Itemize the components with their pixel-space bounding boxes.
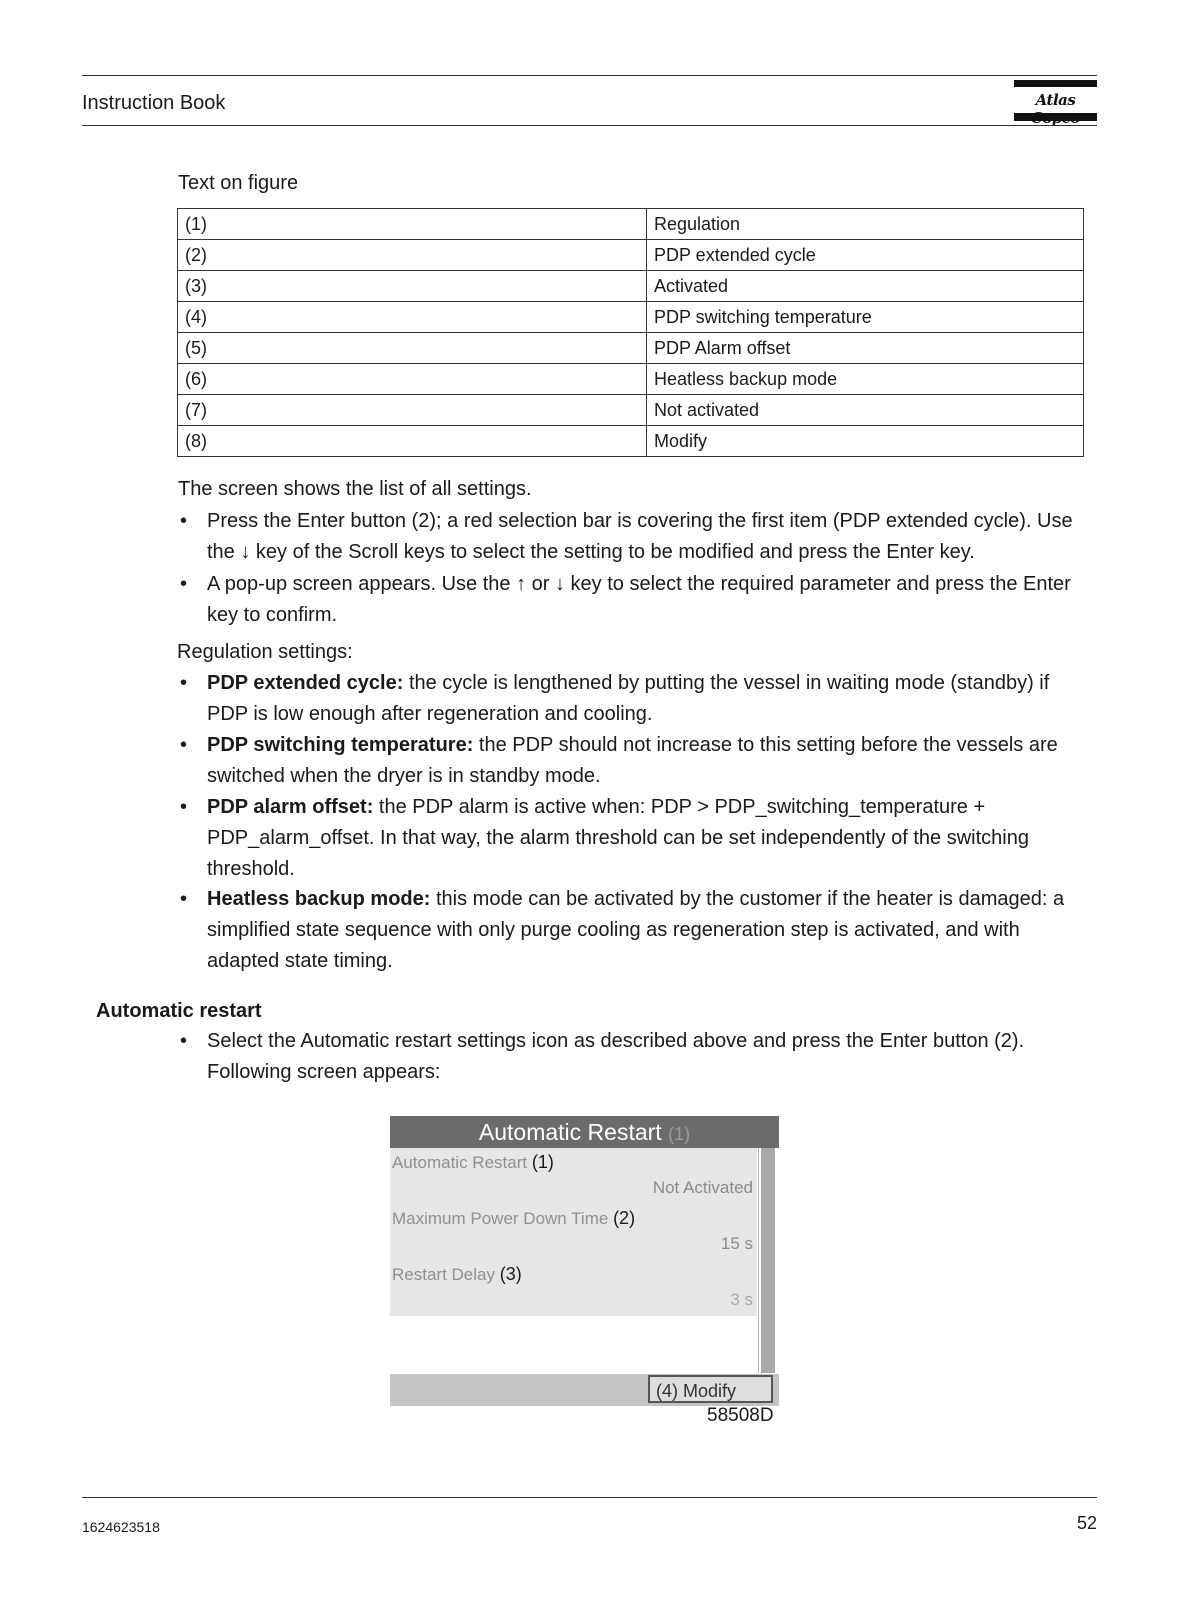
setting-label: Maximum Power Down Time	[392, 1209, 609, 1228]
legend-number: (4)	[178, 302, 647, 333]
modify-label: Modify	[683, 1381, 737, 1401]
bullet: •	[180, 510, 188, 532]
legend-number: (5)	[178, 333, 647, 364]
figure-code: 58508D	[707, 1405, 774, 1426]
setting-label: Restart Delay	[392, 1265, 495, 1284]
legend-number: (2)	[178, 240, 647, 271]
regulation-heading: Regulation settings:	[177, 641, 353, 663]
scrollbar[interactable]	[758, 1148, 776, 1373]
atlas-copco-logo	[1014, 80, 1097, 124]
regulation-term: PDP extended cycle:	[207, 672, 404, 694]
footer-rule	[82, 1497, 1097, 1498]
bullet: •	[180, 573, 188, 595]
legend-number: (1)	[178, 209, 647, 240]
legend-text: Activated	[647, 271, 1084, 302]
list-item[interactable]	[390, 1204, 757, 1260]
screen-title-bar	[390, 1116, 779, 1148]
table-row	[178, 333, 1084, 364]
screen-footer-bar	[390, 1374, 779, 1406]
legend-number: (6)	[178, 364, 647, 395]
legend-number: (3)	[178, 271, 647, 302]
automatic-restart-screen-figure	[390, 1116, 779, 1406]
setting-callout: (2)	[613, 1208, 636, 1228]
table-row	[178, 395, 1084, 426]
section-heading-automatic-restart: Automatic restart	[96, 1000, 262, 1022]
legend-number: (7)	[178, 395, 647, 426]
regulation-term: Heatless backup mode:	[207, 888, 431, 910]
regulation-term: PDP alarm offset:	[207, 796, 374, 818]
modify-button[interactable]	[648, 1375, 773, 1403]
setting-value: Not Activated	[652, 1178, 753, 1197]
list-item[interactable]	[390, 1260, 757, 1316]
document-number: 1624623518	[82, 1519, 160, 1535]
table-row	[178, 271, 1084, 302]
step-text: Select the Automatic restart settings icon as described above and press the Enter button (2). Following screen appears:	[207, 1030, 1025, 1083]
header-top-rule	[82, 75, 1097, 76]
legend-text: PDP switching temperature	[647, 302, 1084, 333]
setting-value: 3 s	[730, 1290, 753, 1309]
regulation-desc: the PDP alarm is active when: PDP > PDP_switching_temperature + PDP_alarm_offset. In that way, the alarm threshold can be set independently of the switching threshold.	[207, 796, 1029, 880]
intro-paragraph: The screen shows the list of all settings.	[178, 478, 532, 500]
bullet: •	[180, 796, 188, 818]
legend-text: PDP extended cycle	[647, 240, 1084, 271]
legend-text: Not activated	[647, 395, 1084, 426]
bullet: •	[180, 1030, 188, 1052]
table-row	[178, 302, 1084, 333]
step-text: Press the Enter button (2); a red selection bar is covering the first item (PDP extended cycle). Use the ↓ key of the Scroll keys to select the setting to be modified and press the Enter key.	[207, 510, 1073, 563]
legend-text: PDP Alarm offset	[647, 333, 1084, 364]
regulation-desc: this mode can be activated by the customer if the heater is damaged: a simplified state sequence with only purge cooling as regeneration step is activated, and with adapted state timing.	[207, 888, 1065, 972]
bullet: •	[180, 888, 188, 910]
legend-text: Modify	[647, 426, 1084, 457]
modify-callout: (4)	[656, 1381, 678, 1401]
table-row	[178, 426, 1084, 457]
setting-label: Automatic Restart	[392, 1153, 528, 1172]
list-item[interactable]	[390, 1148, 757, 1204]
header-bottom-rule	[82, 125, 1097, 126]
regulation-item	[207, 668, 1087, 730]
legend-number: (8)	[178, 426, 647, 457]
regulation-item	[207, 730, 1087, 792]
header-title: Instruction Book	[82, 92, 226, 114]
scrollbar-thumb[interactable]	[761, 1148, 775, 1373]
setting-callout: (1)	[531, 1152, 554, 1172]
table-row	[178, 364, 1084, 395]
page-number: 52	[1076, 1513, 1097, 1533]
setting-callout: (3)	[499, 1264, 522, 1284]
step-text: A pop-up screen appears. Use the ↑ or ↓ key to select the required parameter and press the Enter key to confirm.	[207, 573, 1071, 626]
regulation-item	[207, 884, 1087, 977]
screen-title: Automatic Restart	[478, 1119, 662, 1145]
logo-text: Atlas	[1035, 91, 1076, 109]
bullet: •	[180, 734, 188, 756]
legend-text: Regulation	[647, 209, 1084, 240]
legend-text: Heatless backup mode	[647, 364, 1084, 395]
figure-legend-table	[177, 208, 1084, 457]
table-row	[178, 209, 1084, 240]
bullet: •	[180, 672, 188, 694]
setting-value: 15 s	[720, 1234, 753, 1253]
screen-title-callout: (1)	[668, 1124, 691, 1144]
regulation-desc: the PDP should not increase to this setting before the vessels are switched when the dryer is in standby mode.	[207, 734, 1058, 787]
regulation-desc: the cycle is lengthened by putting the vessel in waiting mode (standby) if PDP is low enough after regeneration and cooling.	[207, 672, 1050, 725]
settings-list	[390, 1148, 757, 1373]
table-row	[178, 240, 1084, 271]
regulation-item	[207, 792, 1087, 885]
regulation-term: PDP switching temperature:	[207, 734, 474, 756]
figure-legend-caption: Text on figure	[178, 172, 299, 194]
